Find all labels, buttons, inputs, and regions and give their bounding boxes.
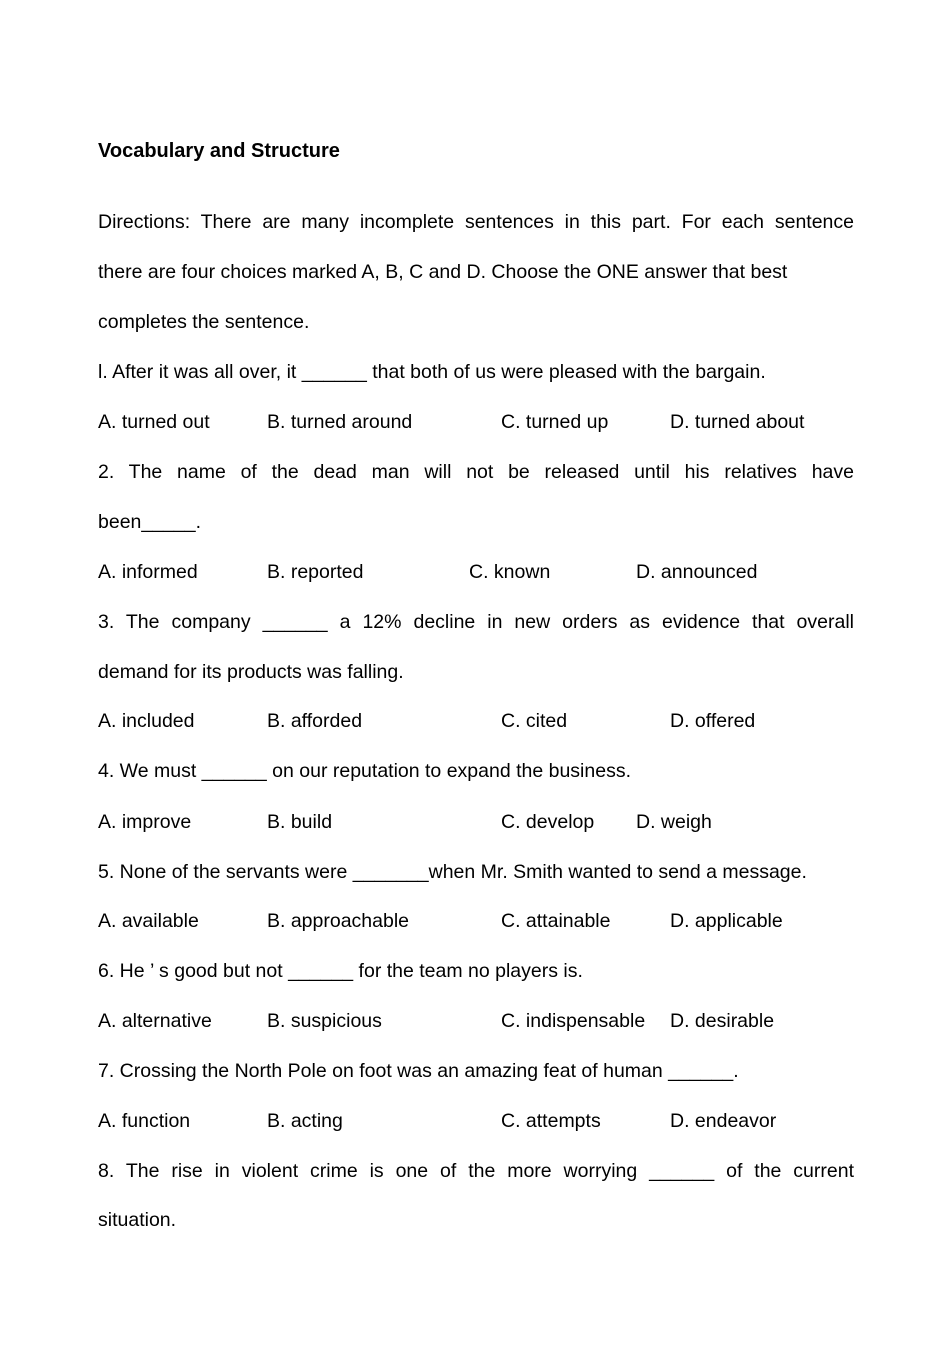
- question-5-option-c: C. attainable: [501, 910, 611, 932]
- question-5-option-a: A. available: [98, 910, 199, 932]
- question-7-option-c: C. attempts: [501, 1110, 601, 1132]
- question-6-option-c: C. indispensable: [501, 1010, 646, 1032]
- question-7-option-a: A. function: [98, 1110, 191, 1132]
- question-2-option-a: A. informed: [98, 561, 198, 583]
- question-4-option-d: D. weigh: [636, 811, 712, 833]
- question-6-option-d: D. desirable: [670, 1010, 775, 1032]
- question-2-option-c: C. known: [469, 561, 551, 583]
- question-5-option-b: B. approachable: [267, 910, 410, 932]
- directions-line-2: there are four choices marked A, B, C and D. Choose the ONE answer that best: [98, 261, 788, 283]
- question-2-option-d: D. announced: [636, 561, 758, 583]
- question-6-option-a: A. alternative: [98, 1010, 212, 1032]
- question-2-option-b: B. reported: [267, 561, 364, 583]
- question-1-option-a: A. turned out: [98, 411, 210, 433]
- question-7-stem: 7. Crossing the North Pole on foot was an amazing feat of human ______.: [98, 1060, 739, 1082]
- question-3-option-d: D. offered: [670, 710, 756, 732]
- question-1-option-b: B. turned around: [267, 411, 413, 433]
- question-8-stem-line-1: 8. The rise in violent crime is one of the more worrying ______ of the current: [98, 1160, 854, 1182]
- question-7-option-b: B. acting: [267, 1110, 343, 1132]
- question-5-option-d: D. applicable: [670, 910, 783, 932]
- question-3-option-c: C. cited: [501, 710, 568, 732]
- question-8-stem-line-2: situation.: [98, 1209, 177, 1231]
- question-7-option-d: D. endeavor: [670, 1110, 777, 1132]
- directions-line-1: Directions: There are many incomplete sentences in this part. For each sentence: [98, 211, 854, 233]
- directions-line-3: completes the sentence.: [98, 311, 310, 333]
- question-2-stem-line-1: 2. The name of the dead man will not be released until his relatives have: [98, 461, 854, 483]
- question-4-option-c: C. develop: [501, 811, 595, 833]
- question-6-option-b: B. suspicious: [267, 1010, 382, 1032]
- question-2-stem-line-2: been_____.: [98, 511, 202, 533]
- question-6-stem: 6. He ’ s good but not ______ for the team no players is.: [98, 960, 583, 982]
- section-heading: Vocabulary and Structure: [98, 140, 340, 162]
- question-4-stem: 4. We must ______ on our reputation to expand the business.: [98, 760, 631, 782]
- question-3-stem-line-2: demand for its products was falling.: [98, 661, 404, 683]
- question-5-stem: 5. None of the servants were _______when Mr. Smith wanted to send a message.: [98, 861, 807, 883]
- question-1-stem: l. After it was all over, it ______ that both of us were pleased with the bargain.: [98, 361, 766, 383]
- question-3-stem-line-1: 3. The company ______ a 12% decline in new orders as evidence that overall: [98, 611, 854, 633]
- question-4-option-a: A. improve: [98, 811, 192, 833]
- question-4-option-b: B. build: [267, 811, 333, 833]
- question-1-option-c: C. turned up: [501, 411, 609, 433]
- question-3-option-a: A. included: [98, 710, 195, 732]
- question-3-option-b: B. afforded: [267, 710, 363, 732]
- question-1-option-d: D. turned about: [670, 411, 805, 433]
